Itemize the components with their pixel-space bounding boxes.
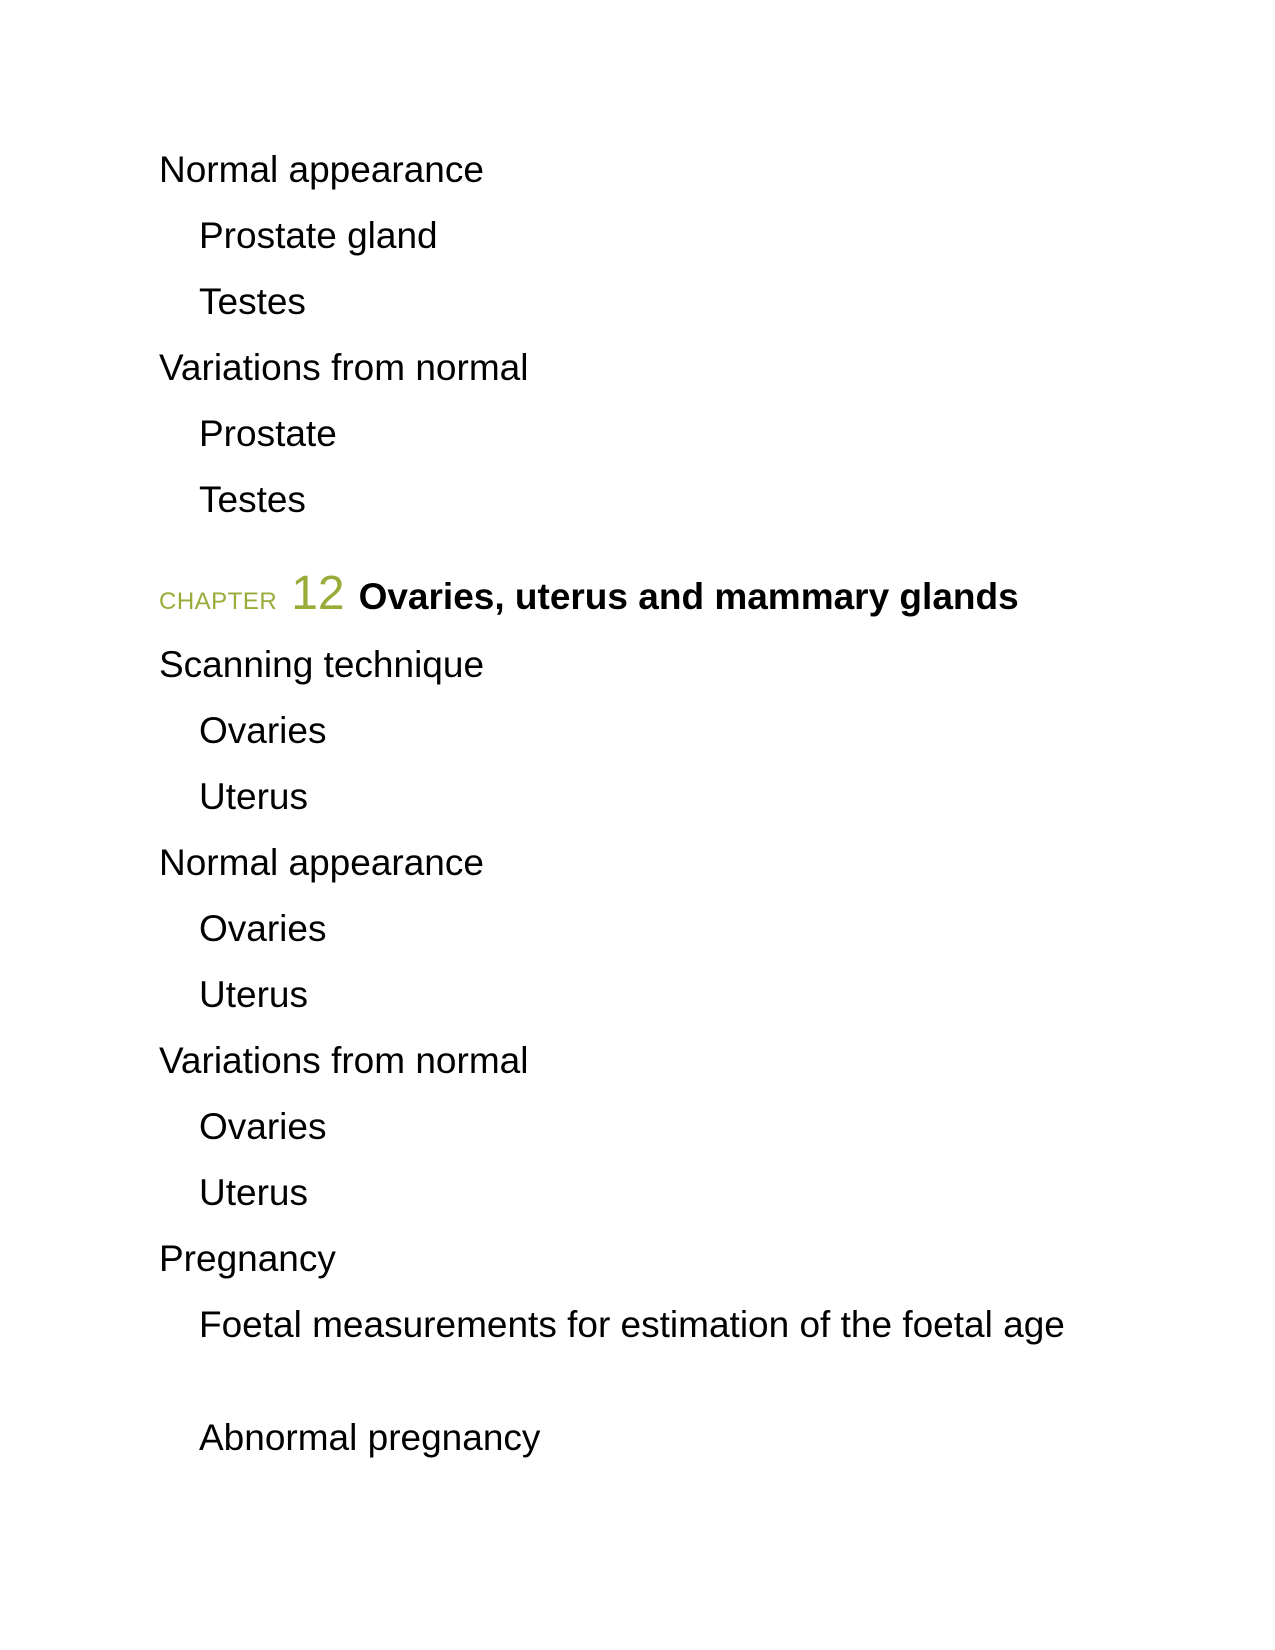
toc-subentry-testes[interactable]: Testes [199, 281, 306, 322]
chapter-heading[interactable] [159, 566, 1019, 626]
toc-subentry-ovaries[interactable]: Ovaries [199, 1106, 327, 1147]
toc-entry-normal-appearance[interactable]: Normal appearance [159, 842, 484, 883]
toc-subentry-foetal-measurements[interactable]: Foetal measurements for estimation of the foetal age [199, 1304, 1065, 1345]
toc-subentry-prostate-gland[interactable]: Prostate gland [199, 215, 438, 256]
toc-subentry-ovaries[interactable]: Ovaries [199, 908, 327, 949]
chapter-title: Ovaries, uterus and mammary glands [358, 576, 1019, 617]
toc-subentry-uterus[interactable]: Uterus [199, 776, 308, 817]
toc-subentry-testes[interactable]: Testes [199, 479, 306, 520]
toc-entry-variations-from-normal[interactable]: Variations from normal [159, 347, 529, 388]
chapter-label: CHAPTER [159, 588, 278, 615]
toc-subentry-ovaries[interactable]: Ovaries [199, 710, 327, 751]
toc-subentry-prostate[interactable]: Prostate [199, 413, 337, 454]
toc-entry-normal-appearance[interactable]: Normal appearance [159, 149, 484, 190]
chapter-number: 12 [291, 567, 345, 620]
toc-entry-scanning-technique[interactable]: Scanning technique [159, 644, 485, 685]
toc-entry-pregnancy[interactable]: Pregnancy [159, 1238, 336, 1279]
toc-subentry-uterus[interactable]: Uterus [199, 1172, 308, 1213]
toc-subentry-uterus[interactable]: Uterus [199, 974, 308, 1015]
toc-subentry-abnormal-pregnancy[interactable]: Abnormal pregnancy [199, 1417, 541, 1458]
toc-entry-variations-from-normal[interactable]: Variations from normal [159, 1040, 529, 1081]
